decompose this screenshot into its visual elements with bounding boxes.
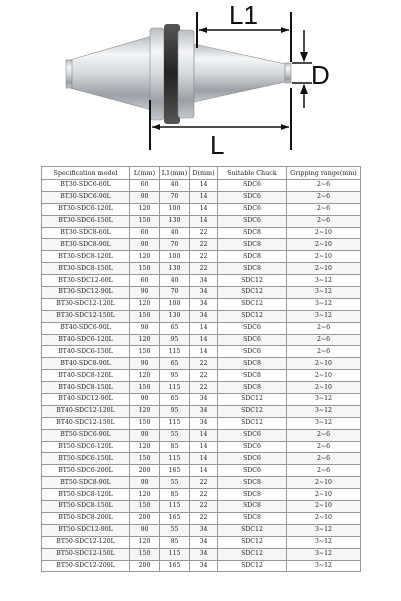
cell-d: 14 xyxy=(190,191,218,203)
cell-d: 34 xyxy=(190,405,218,417)
table-row xyxy=(42,322,361,334)
cell-gripping-range: 2~6 xyxy=(287,322,361,334)
cell-d: 34 xyxy=(190,417,218,429)
cell-l1: 95 xyxy=(160,405,190,417)
cell-l1: 165 xyxy=(160,465,190,477)
cell-l1: 130 xyxy=(160,310,190,322)
cell-l1: 70 xyxy=(160,239,190,251)
dimension-label-l: L xyxy=(210,130,225,160)
cell-l1: 130 xyxy=(160,215,190,227)
dimension-label-l1: L1 xyxy=(229,0,258,30)
cell-l: 120 xyxy=(130,334,160,346)
table-row xyxy=(42,346,361,358)
table-row xyxy=(42,512,361,524)
cell-l1: 70 xyxy=(160,191,190,203)
cell-l: 90 xyxy=(130,239,160,251)
cell-gripping-range: 3~12 xyxy=(287,287,361,299)
table-row xyxy=(42,441,361,453)
table-row xyxy=(42,251,361,263)
cell-d: 14 xyxy=(190,203,218,215)
cell-spec-model: BT30-SDC12-60L xyxy=(42,275,130,287)
flange-back xyxy=(150,28,164,120)
cell-gripping-range: 2~6 xyxy=(287,191,361,203)
cell-suitable-chuck: SDC8 xyxy=(218,382,287,394)
cell-spec-model: BT30-SDC6-90L xyxy=(42,191,130,203)
cell-l: 150 xyxy=(130,548,160,560)
cell-l: 150 xyxy=(130,310,160,322)
tool-holder-drawing xyxy=(0,0,401,160)
cell-l1: 115 xyxy=(160,548,190,560)
cell-l: 120 xyxy=(130,370,160,382)
table-row xyxy=(42,394,361,406)
cell-l1: 85 xyxy=(160,536,190,548)
cell-d: 22 xyxy=(190,489,218,501)
header-suitable-chuck: Suitable Chuck xyxy=(218,167,287,180)
cell-l: 120 xyxy=(130,298,160,310)
table-row xyxy=(42,287,361,299)
cell-l1: 85 xyxy=(160,441,190,453)
cell-d: 22 xyxy=(190,477,218,489)
cell-gripping-range: 2~6 xyxy=(287,441,361,453)
cell-gripping-range: 2~10 xyxy=(287,382,361,394)
cell-suitable-chuck: SDC12 xyxy=(218,405,287,417)
cell-suitable-chuck: SDC12 xyxy=(218,310,287,322)
cell-d: 34 xyxy=(190,536,218,548)
cell-l: 90 xyxy=(130,524,160,536)
cell-l: 90 xyxy=(130,429,160,441)
cell-spec-model: BT50-SDC6-150L xyxy=(42,453,130,465)
cell-d: 14 xyxy=(190,215,218,227)
cell-d: 22 xyxy=(190,382,218,394)
cell-gripping-range: 2~6 xyxy=(287,346,361,358)
table-row xyxy=(42,275,361,287)
table-row xyxy=(42,215,361,227)
cell-d: 14 xyxy=(190,346,218,358)
cell-spec-model: BT30-SDC12-90L xyxy=(42,287,130,299)
cell-l1: 65 xyxy=(160,394,190,406)
cell-l1: 65 xyxy=(160,358,190,370)
table-row xyxy=(42,298,361,310)
cell-d: 34 xyxy=(190,287,218,299)
cell-suitable-chuck: SDC6 xyxy=(218,191,287,203)
table-row xyxy=(42,405,361,417)
cell-spec-model: BT40-SDC6-120L xyxy=(42,334,130,346)
cell-l: 90 xyxy=(130,477,160,489)
cell-gripping-range: 3~12 xyxy=(287,310,361,322)
cell-spec-model: BT40-SDC8-120L xyxy=(42,370,130,382)
cell-l1: 95 xyxy=(160,370,190,382)
cell-spec-model: BT30-SDC8-60L xyxy=(42,227,130,239)
table-row xyxy=(42,465,361,477)
cell-gripping-range: 2~10 xyxy=(287,477,361,489)
cell-l: 60 xyxy=(130,275,160,287)
cell-suitable-chuck: SDC6 xyxy=(218,203,287,215)
cell-spec-model: BT50-SDC6-90L xyxy=(42,429,130,441)
cell-suitable-chuck: SDC8 xyxy=(218,477,287,489)
specification-table xyxy=(41,166,361,572)
cell-gripping-range: 3~12 xyxy=(287,560,361,572)
cell-l: 150 xyxy=(130,453,160,465)
header-l: L(mm) xyxy=(130,167,160,180)
cell-spec-model: BT30-SDC12-150L xyxy=(42,310,130,322)
dimension-label-d: D xyxy=(311,60,330,90)
cell-suitable-chuck: SDC8 xyxy=(218,358,287,370)
cell-l: 120 xyxy=(130,251,160,263)
cell-d: 22 xyxy=(190,227,218,239)
table-row xyxy=(42,180,361,192)
cell-l: 90 xyxy=(130,191,160,203)
cell-suitable-chuck: SDC6 xyxy=(218,180,287,192)
cell-spec-model: BT50-SDC12-150L xyxy=(42,548,130,560)
table-row xyxy=(42,370,361,382)
cell-l1: 55 xyxy=(160,524,190,536)
cell-spec-model: BT30-SDC8-150L xyxy=(42,263,130,275)
flange-groove xyxy=(164,24,180,124)
cell-spec-model: BT50-SDC12-200L xyxy=(42,560,130,572)
cell-l1: 55 xyxy=(160,429,190,441)
cell-suitable-chuck: SDC6 xyxy=(218,215,287,227)
cell-suitable-chuck: SDC6 xyxy=(218,346,287,358)
cell-l: 200 xyxy=(130,560,160,572)
table-row xyxy=(42,429,361,441)
cell-d: 22 xyxy=(190,370,218,382)
table-row xyxy=(42,191,361,203)
cell-l1: 40 xyxy=(160,275,190,287)
cell-spec-model: BT50-SDC8-200L xyxy=(42,512,130,524)
cell-spec-model: BT40-SDC12-90L xyxy=(42,394,130,406)
cell-suitable-chuck: SDC12 xyxy=(218,548,287,560)
cell-suitable-chuck: SDC6 xyxy=(218,441,287,453)
table-row xyxy=(42,382,361,394)
cell-spec-model: BT30-SDC6-60L xyxy=(42,180,130,192)
cell-gripping-range: 2~10 xyxy=(287,501,361,513)
cell-gripping-range: 2~6 xyxy=(287,334,361,346)
cell-l: 150 xyxy=(130,215,160,227)
cell-d: 34 xyxy=(190,298,218,310)
table-row xyxy=(42,548,361,560)
cell-d: 14 xyxy=(190,465,218,477)
cell-gripping-range: 2~10 xyxy=(287,512,361,524)
cell-spec-model: BT50-SDC12-120L xyxy=(42,536,130,548)
table-row xyxy=(42,453,361,465)
cell-l1: 115 xyxy=(160,346,190,358)
cell-suitable-chuck: SDC12 xyxy=(218,287,287,299)
table-row xyxy=(42,310,361,322)
cell-gripping-range: 3~12 xyxy=(287,275,361,287)
cell-spec-model: BT30-SDC12-120L xyxy=(42,298,130,310)
cell-gripping-range: 2~10 xyxy=(287,227,361,239)
cell-spec-model: BT50-SDC12-90L xyxy=(42,524,130,536)
cell-l1: 100 xyxy=(160,203,190,215)
cell-gripping-range: 2~10 xyxy=(287,370,361,382)
cell-d: 22 xyxy=(190,512,218,524)
cell-spec-model: BT50-SDC6-200L xyxy=(42,465,130,477)
cell-d: 34 xyxy=(190,310,218,322)
cell-gripping-range: 2~10 xyxy=(287,358,361,370)
cell-d: 14 xyxy=(190,322,218,334)
cell-spec-model: BT50-SDC8-90L xyxy=(42,477,130,489)
cell-spec-model: BT50-SDC6-120L xyxy=(42,441,130,453)
cell-l1: 115 xyxy=(160,501,190,513)
cell-l: 120 xyxy=(130,536,160,548)
header-gripping-range: Gripping range(mm) xyxy=(287,167,361,180)
cell-gripping-range: 3~12 xyxy=(287,524,361,536)
cell-l: 200 xyxy=(130,512,160,524)
cell-gripping-range: 3~12 xyxy=(287,394,361,406)
cell-l1: 115 xyxy=(160,382,190,394)
cell-l1: 95 xyxy=(160,334,190,346)
cell-l: 90 xyxy=(130,287,160,299)
cell-spec-model: BT40-SDC8-90L xyxy=(42,358,130,370)
cell-l: 90 xyxy=(130,322,160,334)
table-row xyxy=(42,239,361,251)
cell-d: 22 xyxy=(190,239,218,251)
header-l1: L1(mm) xyxy=(160,167,190,180)
table-row xyxy=(42,489,361,501)
cell-l1: 130 xyxy=(160,263,190,275)
cell-suitable-chuck: SDC12 xyxy=(218,275,287,287)
header-spec-model: Specification model xyxy=(42,167,130,180)
cell-d: 34 xyxy=(190,275,218,287)
cell-gripping-range: 2~10 xyxy=(287,263,361,275)
table-row xyxy=(42,536,361,548)
cell-suitable-chuck: SDC12 xyxy=(218,298,287,310)
cell-l: 150 xyxy=(130,382,160,394)
cell-gripping-range: 3~12 xyxy=(287,417,361,429)
cell-gripping-range: 2~10 xyxy=(287,239,361,251)
cell-l: 90 xyxy=(130,394,160,406)
cell-suitable-chuck: SDC8 xyxy=(218,227,287,239)
table-row xyxy=(42,263,361,275)
cell-d: 14 xyxy=(190,429,218,441)
cell-l: 120 xyxy=(130,405,160,417)
cell-suitable-chuck: SDC12 xyxy=(218,394,287,406)
cell-suitable-chuck: SDC8 xyxy=(218,489,287,501)
chuck-nose xyxy=(285,63,291,83)
cell-d: 22 xyxy=(190,251,218,263)
cell-l: 90 xyxy=(130,358,160,370)
cell-gripping-range: 2~10 xyxy=(287,489,361,501)
cell-l1: 115 xyxy=(160,453,190,465)
cell-spec-model: BT30-SDC6-150L xyxy=(42,215,130,227)
cell-gripping-range: 2~6 xyxy=(287,429,361,441)
cell-l1: 115 xyxy=(160,417,190,429)
cell-l: 120 xyxy=(130,441,160,453)
cell-spec-model: BT30-SDC8-90L xyxy=(42,239,130,251)
cell-spec-model: BT30-SDC6-120L xyxy=(42,203,130,215)
cell-suitable-chuck: SDC6 xyxy=(218,453,287,465)
cell-suitable-chuck: SDC12 xyxy=(218,560,287,572)
cell-l: 60 xyxy=(130,227,160,239)
table-header-row xyxy=(42,167,361,180)
cell-suitable-chuck: SDC8 xyxy=(218,512,287,524)
cell-l1: 40 xyxy=(160,227,190,239)
cell-spec-model: BT40-SDC8-150L xyxy=(42,382,130,394)
table-row xyxy=(42,334,361,346)
cell-suitable-chuck: SDC8 xyxy=(218,370,287,382)
cell-suitable-chuck: SDC8 xyxy=(218,239,287,251)
flange-front xyxy=(178,30,194,118)
cell-d: 34 xyxy=(190,394,218,406)
cell-gripping-range: 3~12 xyxy=(287,536,361,548)
cell-l: 60 xyxy=(130,180,160,192)
cell-l1: 55 xyxy=(160,477,190,489)
cell-suitable-chuck: SDC12 xyxy=(218,524,287,536)
cell-d: 34 xyxy=(190,548,218,560)
cell-gripping-range: 2~6 xyxy=(287,203,361,215)
cell-gripping-range: 2~10 xyxy=(287,251,361,263)
cell-l1: 100 xyxy=(160,251,190,263)
cell-d: 22 xyxy=(190,358,218,370)
cell-gripping-range: 3~12 xyxy=(287,298,361,310)
taper-cone xyxy=(70,36,152,110)
extension-neck xyxy=(194,44,285,102)
table-row xyxy=(42,501,361,513)
cell-spec-model: BT40-SDC6-150L xyxy=(42,346,130,358)
cell-d: 22 xyxy=(190,501,218,513)
cell-l: 200 xyxy=(130,465,160,477)
cell-l: 150 xyxy=(130,346,160,358)
table-row xyxy=(42,524,361,536)
cell-suitable-chuck: SDC12 xyxy=(218,417,287,429)
cell-suitable-chuck: SDC6 xyxy=(218,334,287,346)
cell-gripping-range: 2~6 xyxy=(287,180,361,192)
cell-l1: 70 xyxy=(160,287,190,299)
cell-d: 34 xyxy=(190,524,218,536)
cell-l: 150 xyxy=(130,501,160,513)
cell-d: 22 xyxy=(190,263,218,275)
cell-l1: 100 xyxy=(160,298,190,310)
cell-d: 14 xyxy=(190,441,218,453)
cell-l: 120 xyxy=(130,203,160,215)
table-row xyxy=(42,560,361,572)
cell-suitable-chuck: SDC6 xyxy=(218,322,287,334)
table-row xyxy=(42,358,361,370)
cell-spec-model: BT50-SDC8-120L xyxy=(42,489,130,501)
cell-suitable-chuck: SDC6 xyxy=(218,429,287,441)
table-row xyxy=(42,417,361,429)
cell-d: 14 xyxy=(190,453,218,465)
cell-l: 150 xyxy=(130,417,160,429)
cell-gripping-range: 2~6 xyxy=(287,465,361,477)
cell-gripping-range: 3~12 xyxy=(287,548,361,560)
cell-d: 14 xyxy=(190,334,218,346)
cell-l1: 165 xyxy=(160,560,190,572)
cell-spec-model: BT40-SDC6-90L xyxy=(42,322,130,334)
cell-d: 14 xyxy=(190,180,218,192)
header-d: D(mm) xyxy=(190,167,218,180)
cell-suitable-chuck: SDC12 xyxy=(218,536,287,548)
cell-l: 120 xyxy=(130,489,160,501)
cell-spec-model: BT40-SDC12-120L xyxy=(42,405,130,417)
cell-suitable-chuck: SDC8 xyxy=(218,251,287,263)
cell-gripping-range: 2~6 xyxy=(287,453,361,465)
cell-l: 150 xyxy=(130,263,160,275)
cell-d: 34 xyxy=(190,560,218,572)
cell-l1: 85 xyxy=(160,489,190,501)
cell-l1: 65 xyxy=(160,322,190,334)
cell-suitable-chuck: SDC8 xyxy=(218,263,287,275)
table-row xyxy=(42,227,361,239)
table-row xyxy=(42,477,361,489)
cell-spec-model: BT40-SDC12-150L xyxy=(42,417,130,429)
table-row xyxy=(42,203,361,215)
retention-end xyxy=(66,60,72,88)
cell-gripping-range: 2~6 xyxy=(287,215,361,227)
cell-gripping-range: 3~12 xyxy=(287,405,361,417)
cell-spec-model: BT50-SDC8-150L xyxy=(42,501,130,513)
cell-l1: 165 xyxy=(160,512,190,524)
cell-l1: 40 xyxy=(160,180,190,192)
cell-suitable-chuck: SDC6 xyxy=(218,465,287,477)
cell-spec-model: BT30-SDC8-120L xyxy=(42,251,130,263)
cell-suitable-chuck: SDC8 xyxy=(218,501,287,513)
